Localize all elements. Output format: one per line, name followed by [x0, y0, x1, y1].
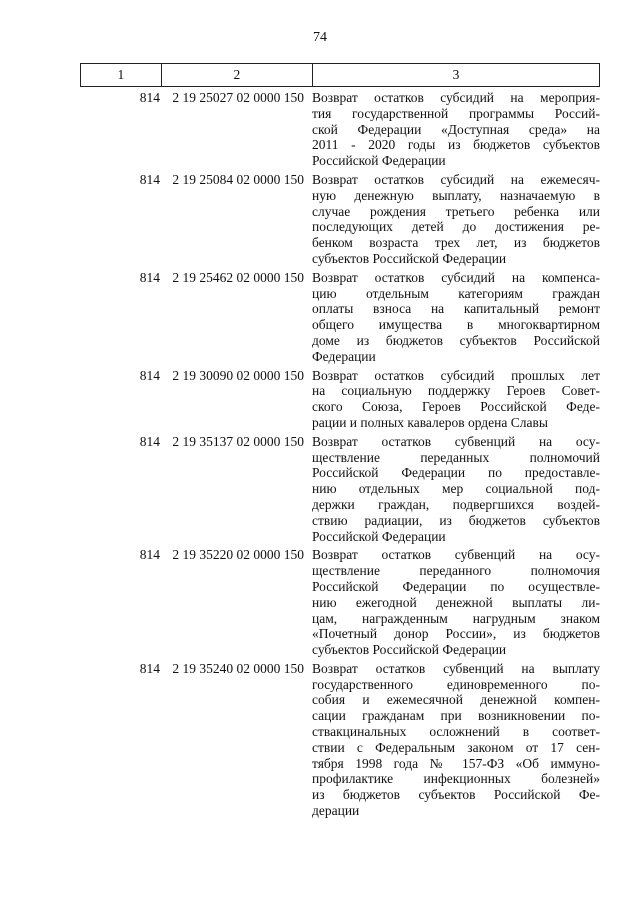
description-line: сации гражданам при возникновении по-: [312, 708, 600, 724]
description-line: Возврат остатков субсидий на компенса-: [312, 269, 600, 285]
description-line: «Почетный донор России», из бюджетов: [312, 626, 600, 642]
description-line: тября 1998 года № 157-ФЗ «Об иммуно-: [312, 755, 600, 771]
budget-classification-code: 2 19 35137 02 0000 150: [172, 433, 304, 449]
admin-code: 814: [139, 547, 160, 563]
income-description: [312, 172, 600, 267]
table-row: [80, 270, 600, 365]
admin-code: 814: [139, 367, 160, 383]
description-line: Возврат остатков субсидий на ежемесяч-: [312, 171, 600, 187]
description-line: цам, награжденным нагрудным знаком: [312, 610, 600, 626]
description-line: субъектов Российской Федерации: [312, 250, 507, 266]
header-col-2: 2: [161, 64, 312, 86]
table-row: [80, 661, 600, 819]
description-line: профилактике инфекционных болезней»: [312, 771, 600, 787]
description-line: ствии с Федеральным законом от 17 сен-: [312, 739, 600, 755]
budget-classification-code: 2 19 25084 02 0000 150: [172, 171, 304, 187]
admin-code: 814: [139, 90, 160, 105]
description-line: доме из бюджетов субъектов Российской: [312, 332, 600, 348]
description-line: нию ежегодной денежной выплаты ли-: [312, 594, 600, 610]
budget-codes-table: [80, 63, 600, 819]
budget-classification-code: 2 19 35220 02 0000 150: [172, 547, 304, 563]
budget-classification-code: 2 19 35240 02 0000 150: [172, 660, 304, 676]
page-number: 74: [313, 30, 327, 45]
description-line: на социальную поддержку Героев Совет-: [312, 383, 600, 399]
description-line: Возврат остатков субсидий прошлых лет: [312, 367, 600, 383]
budget-classification-code: 2 19 30090 02 0000 150: [172, 367, 304, 383]
description-line: цию отдельным категориям граждан: [312, 285, 600, 301]
table-row: [80, 368, 600, 431]
description-line: тия государственной программы Россий-: [312, 105, 600, 121]
income-description: [312, 270, 600, 365]
income-description: [312, 661, 600, 819]
description-line: Возврат остатков субсидий на мероприя-: [312, 90, 600, 105]
income-description: [312, 434, 600, 545]
table-row: [80, 172, 600, 267]
description-line: бенком возраста трех лет, из бюджетов: [312, 235, 600, 251]
description-line: ствию радиации, из бюджетов субъектов: [312, 512, 600, 528]
description-line: 2011 - 2020 годы из бюджетов субъектов: [312, 137, 600, 153]
description-line: нию отдельных мер социальной под-: [312, 481, 600, 497]
description-line: держки граждан, подвергшихся воздей-: [312, 496, 600, 512]
description-line: Возврат остатков субвенций на осу-: [312, 433, 600, 449]
admin-code: 814: [139, 171, 160, 187]
description-line: государственного единовременного по-: [312, 676, 600, 692]
income-description: [312, 90, 600, 169]
table-body: [80, 90, 600, 819]
description-line: оплаты взноса на капитальный ремонт: [312, 301, 600, 317]
table-row: [80, 434, 600, 545]
description-line: из бюджетов субъектов Российской Фе-: [312, 787, 600, 803]
description-line: рации и полных кавалеров ордена Славы: [312, 414, 548, 430]
admin-code: 814: [139, 269, 160, 285]
description-line: субъектов Российской Федерации: [312, 642, 507, 658]
description-line: ствакцинальных осложнений в соответ-: [312, 724, 600, 740]
description-line: Федерации: [312, 348, 376, 364]
description-line: общего имущества в многоквартирном: [312, 317, 600, 333]
description-line: Российской Федерации по осуществле-: [312, 578, 600, 594]
budget-classification-code: 2 19 25027 02 0000 150: [172, 90, 304, 105]
description-line: дерации: [312, 803, 360, 819]
table-row: [80, 90, 600, 169]
description-line: последующих детей до достижения ре-: [312, 219, 600, 235]
description-line: случае рождения третьего ребенка или: [312, 203, 600, 219]
table-header: [80, 63, 600, 87]
table-row: [80, 547, 600, 658]
description-line: Российской Федерации: [312, 528, 446, 544]
description-line: собия и ежемесячной денежной компен-: [312, 692, 600, 708]
income-description: [312, 547, 600, 658]
budget-classification-code: 2 19 25462 02 0000 150: [172, 269, 304, 285]
description-line: ществление переданного полномочия: [312, 563, 600, 579]
description-line: ществление переданных полномочий: [312, 449, 600, 465]
description-line: ную денежную выплату, назначаемую в: [312, 187, 600, 203]
description-line: ского Союза, Героев Российской Феде-: [312, 399, 600, 415]
header-col-3: 3: [312, 64, 599, 86]
description-line: Российской Федерации: [312, 153, 446, 169]
income-description: [312, 368, 600, 431]
description-line: Возврат остатков субвенций на осу-: [312, 547, 600, 563]
description-line: Возврат остатков субвенций на выплату: [312, 660, 600, 676]
admin-code: 814: [139, 660, 160, 676]
description-line: ской Федерации «Доступная среда» на: [312, 121, 600, 137]
description-line: Российской Федерации по предоставле-: [312, 465, 600, 481]
header-col-1: 1: [117, 67, 125, 82]
admin-code: 814: [139, 433, 160, 449]
